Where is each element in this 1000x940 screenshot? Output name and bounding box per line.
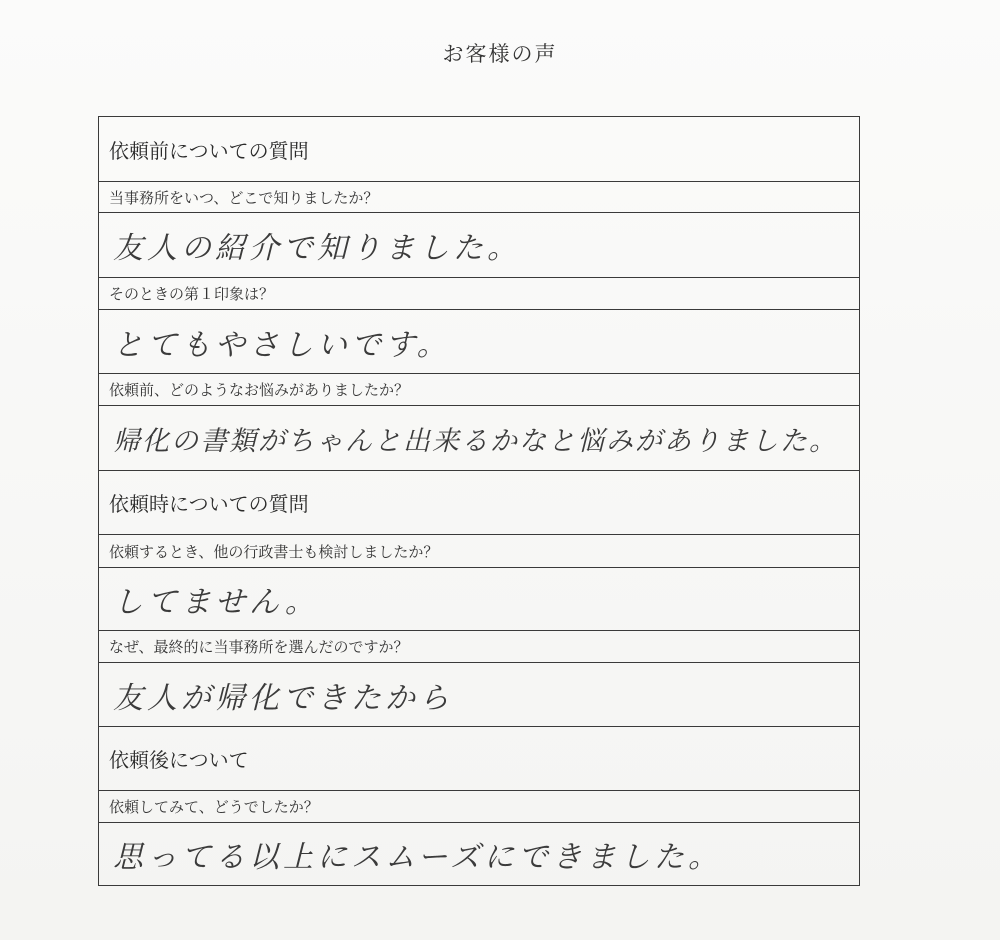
section-heading-at-request: 依頼時についての質問 xyxy=(99,470,859,534)
document-title: お客様の声 xyxy=(442,42,558,66)
question-other-scriveners: 依頼するとき、他の行政書士も検討しましたか？ xyxy=(99,534,859,567)
question-concerns: 依頼前、どのようなお悩みがありましたか？ xyxy=(99,373,859,405)
answer-how-was-it: 思ってる以上にスムーズにできました。 xyxy=(99,822,859,884)
answer-first-impression: とてもやさしいです。 xyxy=(99,309,859,373)
answer-concerns: 帰化の書類がちゃんと出来るかなと悩みがありました。 xyxy=(99,405,859,470)
section-heading-before-request: 依頼前についての質問 xyxy=(109,138,309,163)
answer-other-scriveners: してません。 xyxy=(99,567,859,630)
answer-why-chosen: 友人が帰化できたから xyxy=(99,662,859,726)
question-how-was-it: 依頼してみて、どうでしたか？ xyxy=(99,790,859,822)
question-why-chosen: なぜ、最終的に当事務所を選んだのですか？ xyxy=(99,630,859,662)
answer-how-found: 友人の紹介で知りました。 xyxy=(99,212,859,277)
question-first-impression: そのときの第１印象は？ xyxy=(99,277,859,309)
question-how-found: 当事務所をいつ、どこで知りましたか？ xyxy=(99,181,859,212)
section-heading-after-request: 依頼後について xyxy=(99,726,859,790)
survey-table xyxy=(98,116,860,886)
